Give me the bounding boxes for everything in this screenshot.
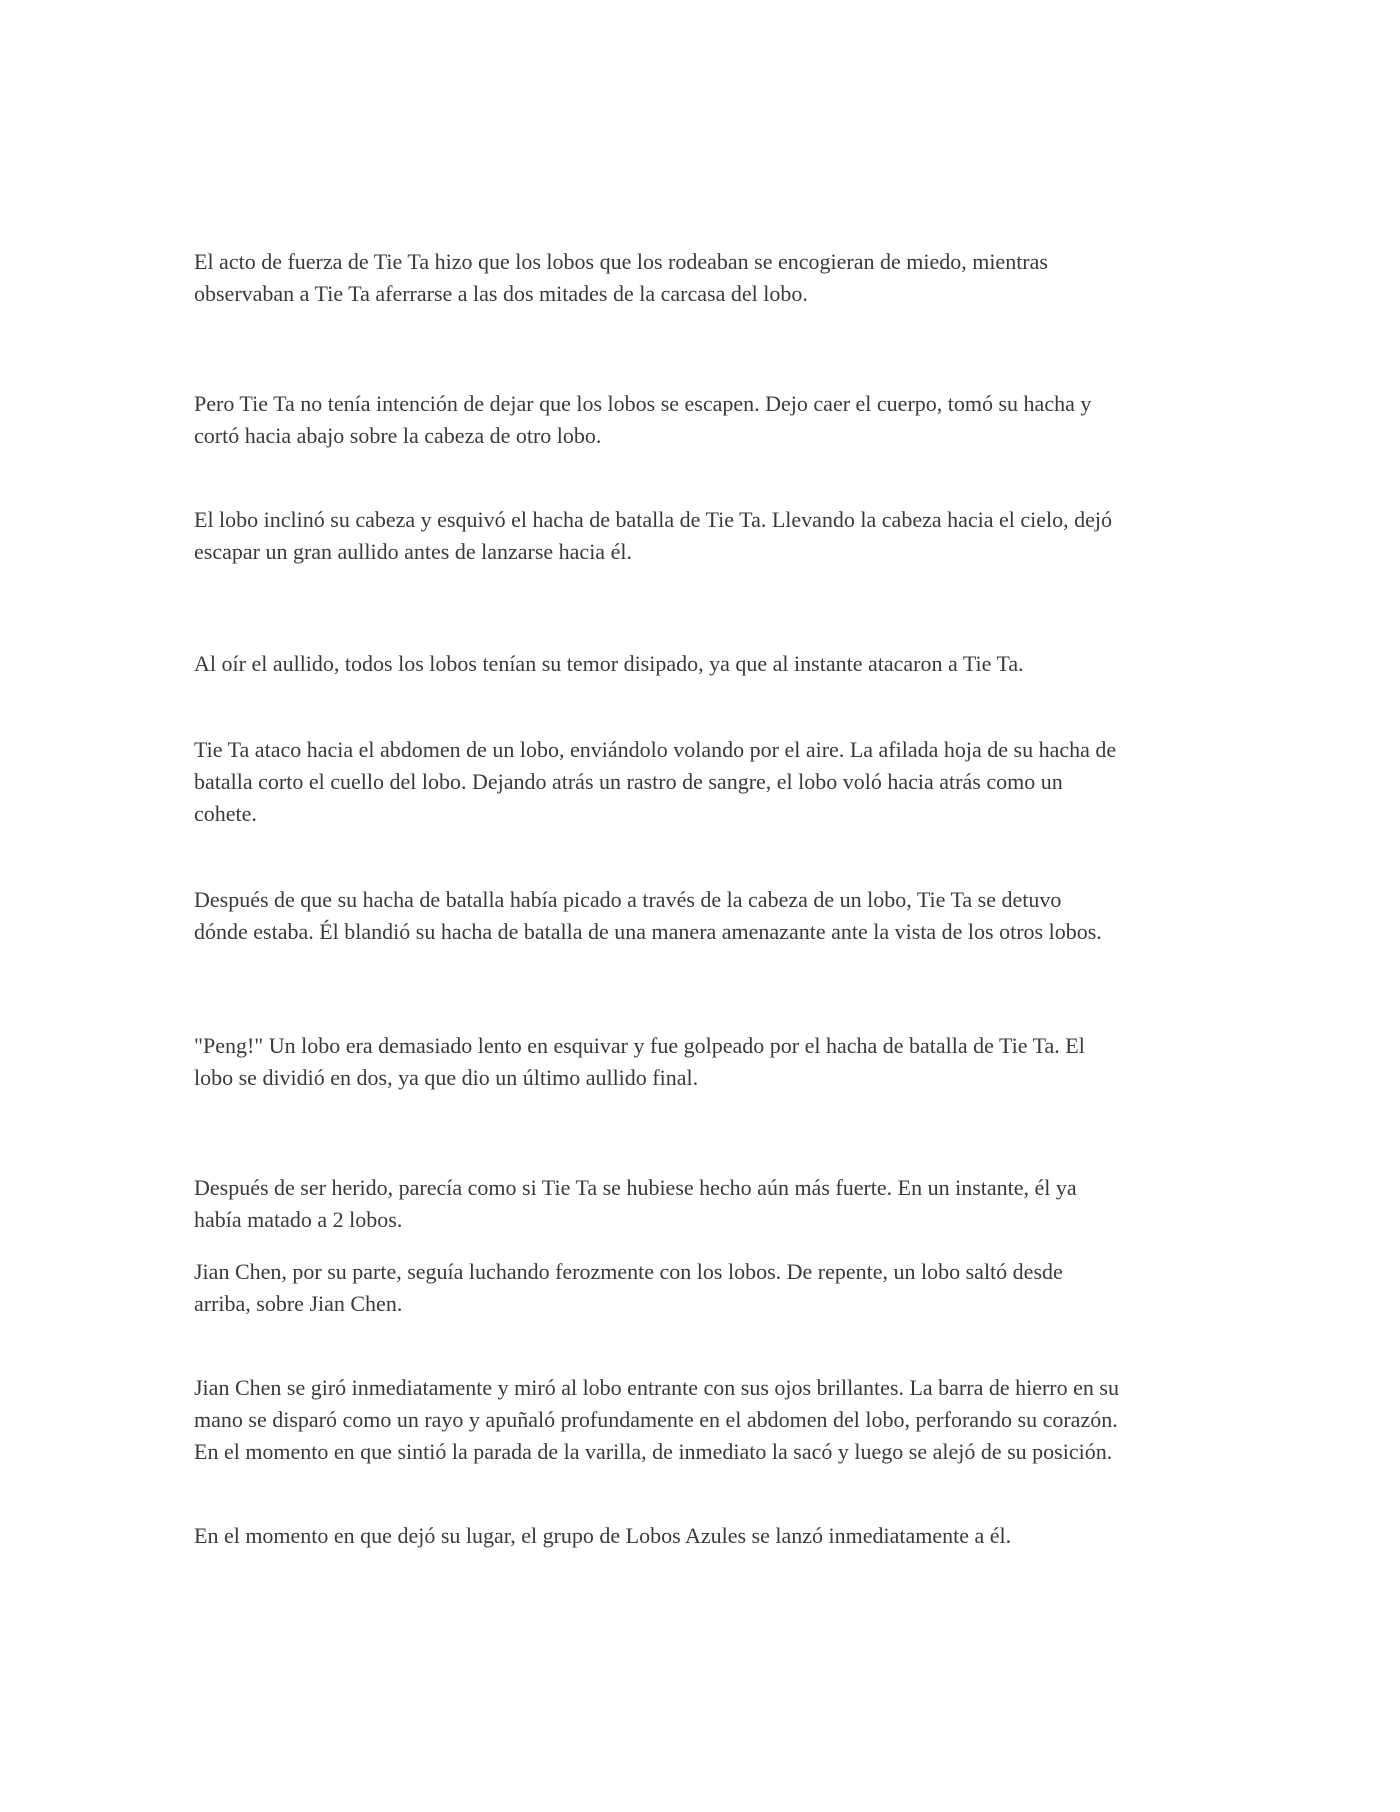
paragraph-line: Jian Chen, por su parte, seguía luchando ferozmente con los lobos. De repente, un lobo saltó desde <box>194 1259 1063 1284</box>
paragraph-line: dónde estaba. Él blandió su hacha de batalla de una manera amenazante ante la vista de los otros lobos. <box>194 919 1102 944</box>
paragraph-line: Al oír el aullido, todos los lobos tenían su temor disipado, ya que al instante atacaron a Tie Ta. <box>194 651 1024 676</box>
paragraph-line: batalla corto el cuello del lobo. Dejando atrás un rastro de sangre, el lobo voló hacia atrás como un <box>194 769 1063 794</box>
paragraph-line: Después de ser herido, parecía como si Tie Ta se hubiese hecho aún más fuerte. En un instante, él ya <box>194 1175 1077 1200</box>
paragraph-6 <box>194 884 1224 948</box>
paragraph-line: había matado a 2 lobos. <box>194 1207 403 1232</box>
paragraph-2 <box>194 388 1224 452</box>
paragraph-line: cohete. <box>194 801 257 826</box>
paragraph-3 <box>194 504 1224 568</box>
paragraph-8 <box>194 1172 1224 1236</box>
paragraph-11 <box>194 1520 1224 1552</box>
paragraph-line: En el momento en que sintió la parada de la varilla, de inmediato la sacó y luego se alejó de su posición. <box>194 1439 1113 1464</box>
paragraph-line: Después de que su hacha de batalla había picado a través de la cabeza de un lobo, Tie Ta se detuvo <box>194 887 1062 912</box>
paragraph-line: mano se disparó como un rayo y apuñaló profundamente en el abdomen del lobo, perforando su corazón. <box>194 1407 1118 1432</box>
paragraph-line: Pero Tie Ta no tenía intención de dejar que los lobos se escapen. Dejo caer el cuerpo, tomó su hacha y <box>194 391 1092 416</box>
paragraph-line: Jian Chen se giró inmediatamente y miró al lobo entrante con sus ojos brillantes. La barra de hierro en su <box>194 1375 1119 1400</box>
paragraph-9 <box>194 1256 1224 1320</box>
paragraph-line: arriba, sobre Jian Chen. <box>194 1291 403 1316</box>
paragraph-line: lobo se dividió en dos, ya que dio un último aullido final. <box>194 1065 699 1090</box>
paragraph-line: "Peng!" Un lobo era demasiado lento en esquivar y fue golpeado por el hacha de batalla de Tie Ta. El <box>194 1033 1085 1058</box>
paragraph-7 <box>194 1030 1224 1094</box>
paragraph-line: El lobo inclinó su cabeza y esquivó el hacha de batalla de Tie Ta. Llevando la cabeza hacia el cielo, dejó <box>194 507 1113 532</box>
paragraph-4 <box>194 648 1224 680</box>
paragraph-line: cortó hacia abajo sobre la cabeza de otro lobo. <box>194 423 602 448</box>
paragraph-line: escapar un gran aullido antes de lanzarse hacia él. <box>194 539 632 564</box>
paragraph-1 <box>194 246 1224 310</box>
paragraph-line: En el momento en que dejó su lugar, el grupo de Lobos Azules se lanzó inmediatamente a él. <box>194 1523 1012 1548</box>
paragraph-line: El acto de fuerza de Tie Ta hizo que los lobos que los rodeaban se encogieran de miedo, mientras <box>194 249 1048 274</box>
paragraph-5 <box>194 734 1224 830</box>
paragraph-line: Tie Ta ataco hacia el abdomen de un lobo, enviándolo volando por el aire. La afilada hoja de su hacha de <box>194 737 1117 762</box>
paragraph-10 <box>194 1372 1224 1468</box>
paragraph-line: observaban a Tie Ta aferrarse a las dos mitades de la carcasa del lobo. <box>194 281 808 306</box>
